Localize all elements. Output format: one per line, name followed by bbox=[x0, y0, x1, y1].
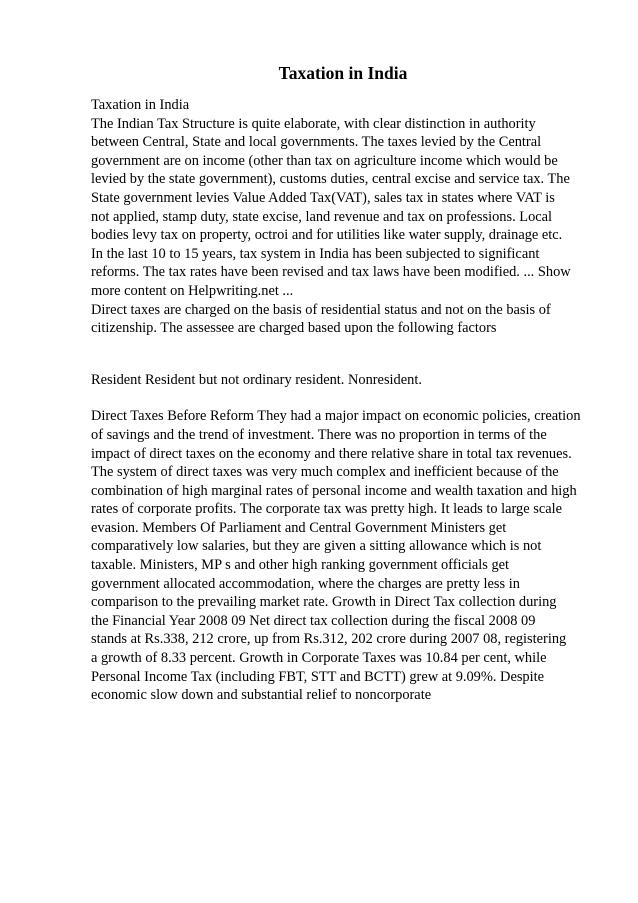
text-line: evasion. Members Of Parliament and Central Government Ministers get bbox=[91, 519, 507, 536]
text-line: between Central, State and local governments. The taxes levied by the Central bbox=[91, 134, 542, 151]
text-line: In the last 10 to 15 years, tax system in India has been subjected to significant bbox=[91, 245, 540, 262]
text-line: reforms. The tax rates have been revised and tax laws have been modified. ... Show bbox=[91, 264, 571, 281]
text-line: impact of direct taxes on the economy and there relative share in total tax revenues. bbox=[91, 445, 572, 462]
text-line: government are on income (other than tax on agriculture income which would be bbox=[91, 152, 558, 169]
text-line: government allocated accommodation, where the charges are pretty less in bbox=[91, 575, 520, 592]
paragraph-gap bbox=[91, 389, 591, 407]
paragraph-intro bbox=[91, 96, 591, 338]
text-line: State government levies Value Added Tax(VAT), sales tax in states where VAT is bbox=[91, 189, 555, 206]
text-line: not applied, stamp duty, state excise, land revenue and tax on professions. Local bbox=[91, 208, 553, 225]
paragraph-residential-status bbox=[91, 371, 591, 390]
text-line: combination of high marginal rates of personal income and wealth taxation and high bbox=[91, 482, 577, 499]
text-line: economic slow down and substantial relief to noncorporate bbox=[91, 687, 432, 704]
text-line: the Financial Year 2008 09 Net direct tax collection during the fiscal 2008 09 bbox=[91, 612, 536, 629]
paragraph-direct-taxes bbox=[91, 407, 591, 705]
text-line: stands at Rs.338, 212 crore, up from Rs.312, 202 crore during 2007 08, registering bbox=[91, 631, 567, 648]
text-line: comparison to the prevailing market rate. Growth in Direct Tax collection during bbox=[91, 594, 557, 611]
text-line: comparatively low salaries, but they are given a sitting allowance which is not bbox=[91, 538, 542, 555]
text-line: levied by the state government), customs duties, central excise and service tax. The bbox=[91, 171, 570, 188]
document-body bbox=[91, 96, 591, 705]
text-line: of savings and the trend of investment. There was no proportion in terms of the bbox=[91, 426, 547, 443]
text-line: citizenship. The assessee are charged based upon the following factors bbox=[91, 320, 497, 337]
text-line: Direct Taxes Before Reform They had a major impact on economic policies, creation bbox=[91, 408, 581, 425]
paragraph-gap bbox=[91, 338, 591, 371]
text-line: The Indian Tax Structure is quite elaborate, with clear distinction in authority bbox=[91, 115, 536, 132]
text-line: more content on Helpwriting.net ... bbox=[91, 282, 294, 299]
text-line: Direct taxes are charged on the basis of residential status and not on the basis of bbox=[91, 301, 551, 318]
text-line: Personal Income Tax (including FBT, STT and BCTT) grew at 9.09%. Despite bbox=[91, 668, 545, 685]
text-line: Resident Resident but not ordinary resident. Nonresident. bbox=[91, 371, 422, 388]
document-title: Taxation in India bbox=[278, 63, 408, 83]
text-line: taxable. Ministers, MP s and other high ranking government officials get bbox=[91, 557, 510, 574]
text-line: a growth of 8.33 percent. Growth in Corporate Taxes was 10.84 per cent, while bbox=[91, 650, 547, 667]
text-line: Taxation in India bbox=[91, 97, 190, 113]
text-line: The system of direct taxes was very much complex and inefficient because of the bbox=[91, 464, 559, 481]
text-line: bodies levy tax on property, octroi and for utilities like water supply, drainage etc. bbox=[91, 227, 563, 244]
text-line: rates of corporate profits. The corporate tax was pretty high. It leads to large scale bbox=[91, 501, 562, 518]
